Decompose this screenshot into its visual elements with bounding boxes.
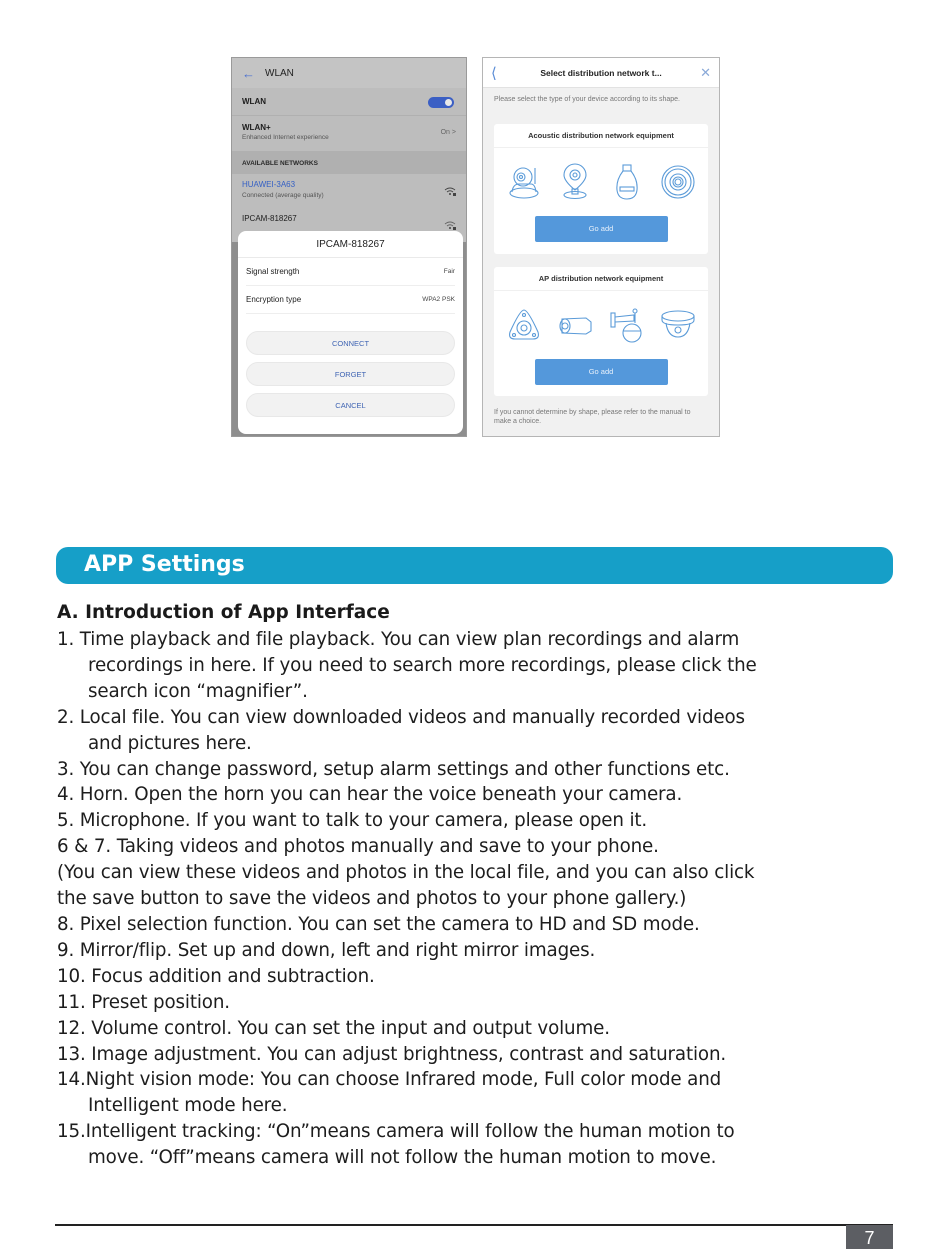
wifi-locked-icon	[444, 220, 456, 230]
wlan-plus-label: WLAN+	[242, 123, 271, 132]
instruction-line: Intelligent mode here.	[88, 1095, 288, 1117]
encryption-type-row	[246, 286, 455, 314]
footer-divider	[55, 1224, 893, 1226]
instruction-line: 5. Microphone. If you want to talk to your camera, please open it.	[57, 810, 648, 832]
fisheye-camera-icon[interactable]	[505, 305, 543, 345]
distribution-network-screenshot	[482, 57, 720, 437]
dome-camera-icon[interactable]	[659, 305, 697, 345]
instruction-line: 10. Focus addition and subtraction.	[57, 965, 375, 987]
instruction-line: 14.Night vision mode: You can choose Infrared mode, Full color mode and	[57, 1069, 722, 1091]
acoustic-network-card	[494, 124, 708, 254]
instruction-line: move. “Off”means camera will not follow the human motion to move.	[88, 1147, 717, 1169]
network-item[interactable]	[232, 174, 466, 208]
wlan-toggle-row[interactable]	[232, 88, 466, 116]
banner-title: APP Settings	[84, 552, 245, 577]
instruction-line: 11. Preset position.	[57, 991, 230, 1013]
shape-hint: If you cannot determine by shape, please refer to the manual to make a choice.	[494, 409, 691, 425]
bullet-camera-icon[interactable]	[556, 305, 594, 345]
card-title: Acoustic distribution network equipment	[494, 124, 708, 148]
instruction-line: 8. Pixel selection function. You can set the camera to HD and SD mode.	[57, 913, 700, 935]
instruction-line: 2. Local file. You can view downloaded videos and manually recorded videos	[57, 706, 745, 728]
instruction-line: 6 & 7. Taking videos and photos manually and save to your phone.	[57, 836, 659, 858]
signal-strength-row	[246, 258, 455, 286]
card-title: AP distribution network equipment	[494, 267, 708, 291]
round-camera-icon[interactable]	[659, 162, 697, 202]
wlan-screenshot	[231, 57, 467, 437]
wifi-locked-icon	[444, 186, 456, 196]
wlan-plus-sublabel: Enhanced Internet experience	[242, 134, 329, 141]
encryption-type-value: WPA2 PSK	[422, 296, 455, 303]
network-name: IPCAM-818267	[242, 214, 297, 223]
instruction-line: 12. Volume control. You can set the input and output volume.	[57, 1017, 610, 1039]
signal-strength-value: Fair	[443, 268, 455, 275]
arrow-left-icon[interactable]: ←	[242, 65, 255, 81]
signal-strength-label: Signal strength	[246, 267, 300, 276]
distribution-title: Select distribution network t...	[540, 67, 662, 78]
wlan-plus-row[interactable]	[232, 116, 466, 152]
section-banner	[56, 547, 893, 584]
encryption-type-label: Encryption type	[246, 295, 302, 304]
instruction-line: recordings in here. If you need to search more recordings, please click the	[88, 654, 757, 676]
instruction-line: 15.Intelligent tracking: “On”means camera will follow the human motion to	[57, 1121, 735, 1143]
ap-network-card	[494, 267, 708, 396]
network-dialog	[238, 231, 463, 434]
network-status: Connected (average quality)	[242, 192, 324, 199]
available-networks-label: AVAILABLE NETWORKS	[232, 152, 466, 174]
wlan-header	[232, 58, 466, 88]
pin-camera-icon[interactable]	[556, 162, 594, 202]
pan-tilt-camera-icon[interactable]	[505, 162, 543, 202]
instruction-line: 4. Horn. Open the horn you can hear the voice beneath your camera.	[57, 784, 683, 806]
wlan-title: WLAN	[265, 67, 294, 79]
dialog-title: IPCAM-818267	[238, 231, 463, 258]
instruction-line: search icon “magnifier”.	[88, 680, 308, 702]
instruction-line: 9. Mirror/flip. Set up and down, left and right mirror images.	[57, 939, 596, 961]
instruction-line: 1. Time playback and file playback. You can view plan recordings and alarm	[57, 629, 740, 650]
wlan-label: WLAN	[242, 97, 266, 106]
instruction-line: 3. You can change password, setup alarm settings and other functions etc.	[57, 758, 730, 780]
instruction-line: (You can view these videos and photos in the local file, and you can also click	[57, 862, 755, 884]
instruction-line: the save button to save the videos and photos to your phone gallery.)	[57, 888, 687, 910]
speed-dome-camera-icon[interactable]	[608, 305, 646, 345]
wlan-toggle[interactable]	[428, 97, 454, 108]
instruction-line: and pictures here.	[88, 732, 252, 754]
section-heading: A. Introduction of App Interface	[57, 602, 390, 623]
go-add-button[interactable]: Go add	[535, 216, 668, 242]
device-type-hint: Please select the type of your device according to its shape.	[494, 96, 680, 103]
distribution-header	[483, 58, 719, 88]
page-number: 7	[846, 1225, 893, 1249]
bulb-camera-icon[interactable]	[608, 162, 646, 202]
network-name: HUAWEI-3A63	[242, 180, 296, 189]
instruction-list	[57, 627, 907, 1171]
cancel-button[interactable]: CANCEL	[246, 393, 455, 417]
go-add-button[interactable]: Go add	[535, 359, 668, 385]
chevron-right-icon: >	[451, 129, 456, 136]
close-icon[interactable]: ✕	[700, 64, 711, 80]
instruction-line: 13. Image adjustment. You can adjust brightness, contrast and saturation.	[57, 1043, 727, 1065]
forget-button[interactable]: FORGET	[246, 362, 455, 386]
connect-button[interactable]: CONNECT	[246, 331, 455, 355]
wlan-plus-value: On >	[440, 129, 456, 136]
chevron-left-icon[interactable]: ⟨	[491, 64, 497, 82]
